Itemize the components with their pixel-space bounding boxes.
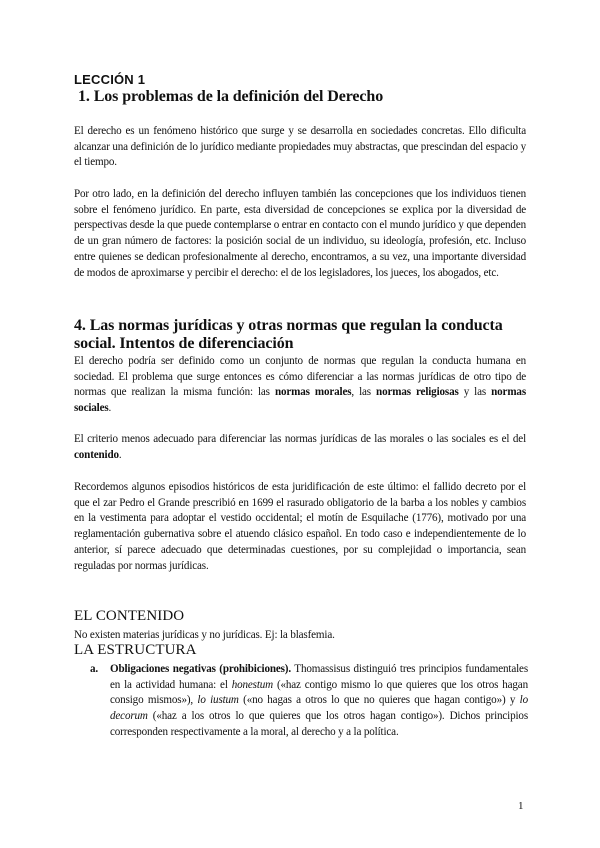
paragraph-3-sep2: y las — [458, 386, 492, 399]
section4-title: 4. Las normas jurídicas y otras normas que regulan la conducta social. Intentos de diferenciación — [74, 317, 503, 352]
section1-title: 1. Los problemas de la definición del Derecho — [78, 88, 384, 105]
paragraph-4-text: El criterio menos adecuado para diferenciar las normas jurídicas de las morales o las sociales es el del — [74, 433, 526, 445]
list-item-text-2: («haz contigo mismo lo que quieres que los otros hagan consigo mismos»), — [110, 678, 528, 707]
list-marker: a. — [90, 663, 99, 675]
list-item-text-4: («haz a los otros lo que quieres que los otros hagan contigo»). Dichos principios corresponden respectivamente a la moral, al derecho y a la política. — [110, 710, 528, 738]
list-item-lead: Obligaciones negativas (prohibiciones). — [110, 663, 291, 675]
paragraph-2: Por otro lado, en la definición del derecho influyen también las concepciones que los individuos tienen sobre el fenómeno jurídico. En parte, esta diversidad de concepciones se explica por la diversidad de perspectivas desde la que puede contemplarse o entrar en contacto con el mundo jurídico y que dependen de un gran número de factores: la posición social de un individuo, su ideología, profesión, etc. Incluso entre quienes se dedican profesionalmente al derecho, encontramos, a su vez, una importante diversidad de modos de aproximarse y percibir el derecho: el de los legisladores, los jueces, los abogados, etc. — [74, 188, 526, 279]
content-text: No existen materias jurídicas y no jurídicas. Ej: la blasfemia. — [74, 629, 335, 641]
paragraph-3 — [74, 354, 526, 417]
paragraph-4 — [74, 432, 526, 463]
bold-normas-morales: normas morales — [274, 386, 352, 399]
list-item-body — [110, 662, 528, 741]
lesson-heading: LECCIÓN 1 — [74, 72, 146, 87]
paragraph-1: El derecho es un fenómeno histórico que surge y se desarrolla en sociedades concretas. Ello dificulta alcanzar una definición de lo jurídico mediante propiedades muy abstractas, que prescindan del espacio y el tiempo. — [74, 125, 526, 169]
term-honestum: honestum — [231, 678, 274, 691]
term-decorum: lo decorum — [110, 694, 528, 723]
list-item-text-3: («no hagas a otros lo que no quieres que hagan contigo») y — [238, 694, 520, 707]
term-iustum: lo iustum — [197, 694, 239, 707]
structure-list-item-a — [90, 662, 528, 741]
paragraph-3-text: El derecho podría ser definido como un conjunto de normas que regulan la conducta humana en sociedad. El problema que surge entonces es cómo diferenciar a las normas jurídicas de otro tipo de normas que realizan la misma función: las — [74, 355, 526, 399]
structure-heading: LA ESTRUCTURA — [74, 642, 197, 658]
paragraph-5: Recordemos algunos episodios históricos de esta juridificación de este último: el fallido decreto por el que el zar Pedro el Grande prescribió en 1699 el rasurado obligatorio de la barba a los nobles y cambios en la vestimenta para adoptar el vestido occidental; el motín de Esquilache (1776), motivado por una reglamentación gubernativa sobre el atuendo clásico español. En todo caso e independientemente de lo anterior, sí parece adecuado que determinadas cuestiones, por su complejidad o importancia, sean reguladas por normas jurídicas. — [74, 481, 526, 572]
bold-contenido: contenido — [74, 448, 119, 461]
paragraph-3-end: . — [108, 402, 112, 415]
bold-normas-sociales: normas sociales — [74, 386, 526, 415]
paragraph-4-end: . — [118, 448, 122, 461]
bold-normas-religiosas: normas religiosas — [376, 386, 459, 399]
list-item-text-1: Thomassisus distinguió tres principios fundamentales en la actividad humana: el — [110, 663, 528, 691]
page-number: 1 — [518, 800, 524, 812]
paragraph-3-sep1: , las — [351, 386, 377, 399]
content-heading: EL CONTENIDO — [74, 608, 185, 624]
